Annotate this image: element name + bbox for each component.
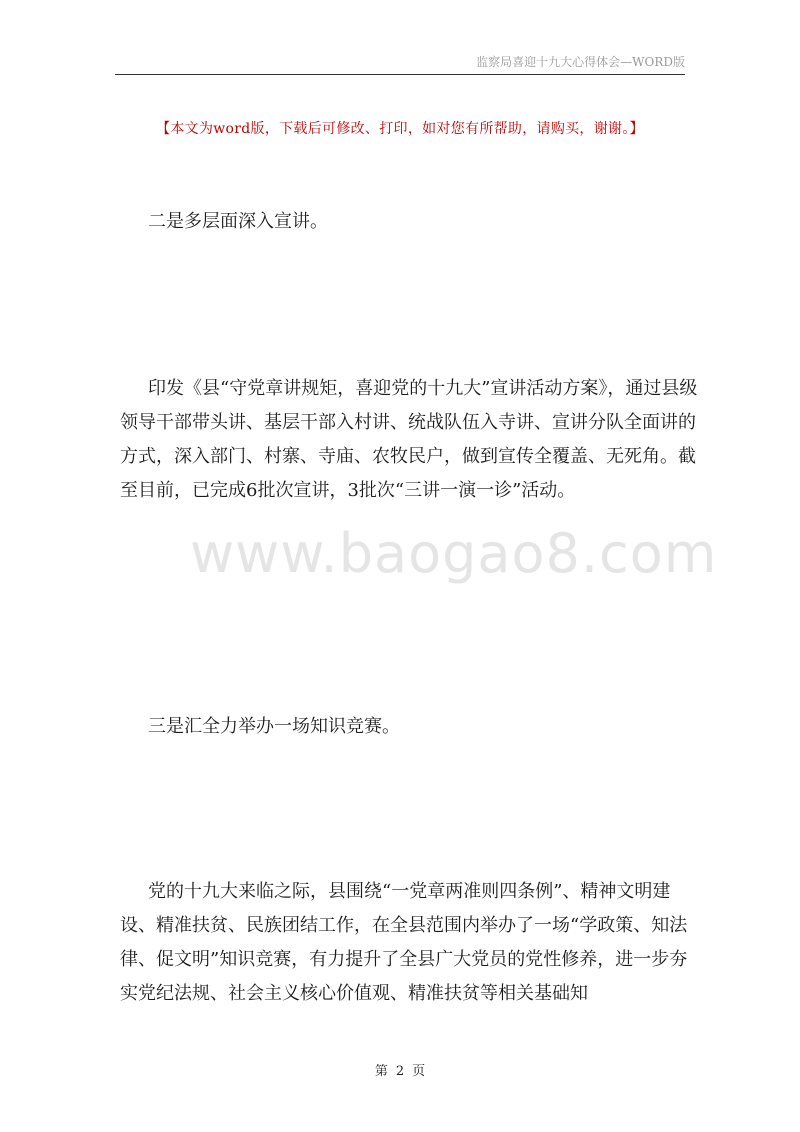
section-heading-2: 二是多层面深入宣讲。 xyxy=(148,211,328,232)
paragraph-knowledge-contest: 党的十九大来临之际，县围绕“一党章两准则四条例”、精神文明建设、精准扶贫、民族团结工作，在全县范围内举办了一场“学政策、知法律、促文明”知识竞赛，有力提升了全县广大党员的党性修养，进一步夯实党纪法规、社会主义核心价值观、精准扶贫等相关基础知 xyxy=(120,881,688,1004)
page-header xyxy=(115,52,685,75)
page-number-value: 2 xyxy=(395,1064,405,1079)
watermark: www.baogao8.com xyxy=(190,522,718,585)
purchase-notice: 【本文为word版，下载后可修改、打印，如对您有所帮助，请购买，谢谢。】 xyxy=(156,121,644,137)
section-heading-3: 三是汇全力举办一场知识竞赛。 xyxy=(148,716,400,737)
page-number xyxy=(0,1060,800,1079)
page-number-suffix: 页 xyxy=(412,1064,426,1079)
document-title: 监察局喜迎十九大心得体会—WORD版 xyxy=(476,55,685,69)
page-number-prefix: 第 xyxy=(374,1064,388,1079)
paragraph-lecture-activities: 印发《县“守党章讲规矩，喜迎党的十九大”宣讲活动方案》，通过县级领导干部带头讲、基层干部入村讲、统战队伍入寺讲、宣讲分队全面讲的方式，深入部门、村寨、寺庙、农牧民户，做到宣传全覆盖、无死角。截至目前，已完成6批次宣讲，3批次“三讲一演一诊”活动。 xyxy=(120,378,698,501)
